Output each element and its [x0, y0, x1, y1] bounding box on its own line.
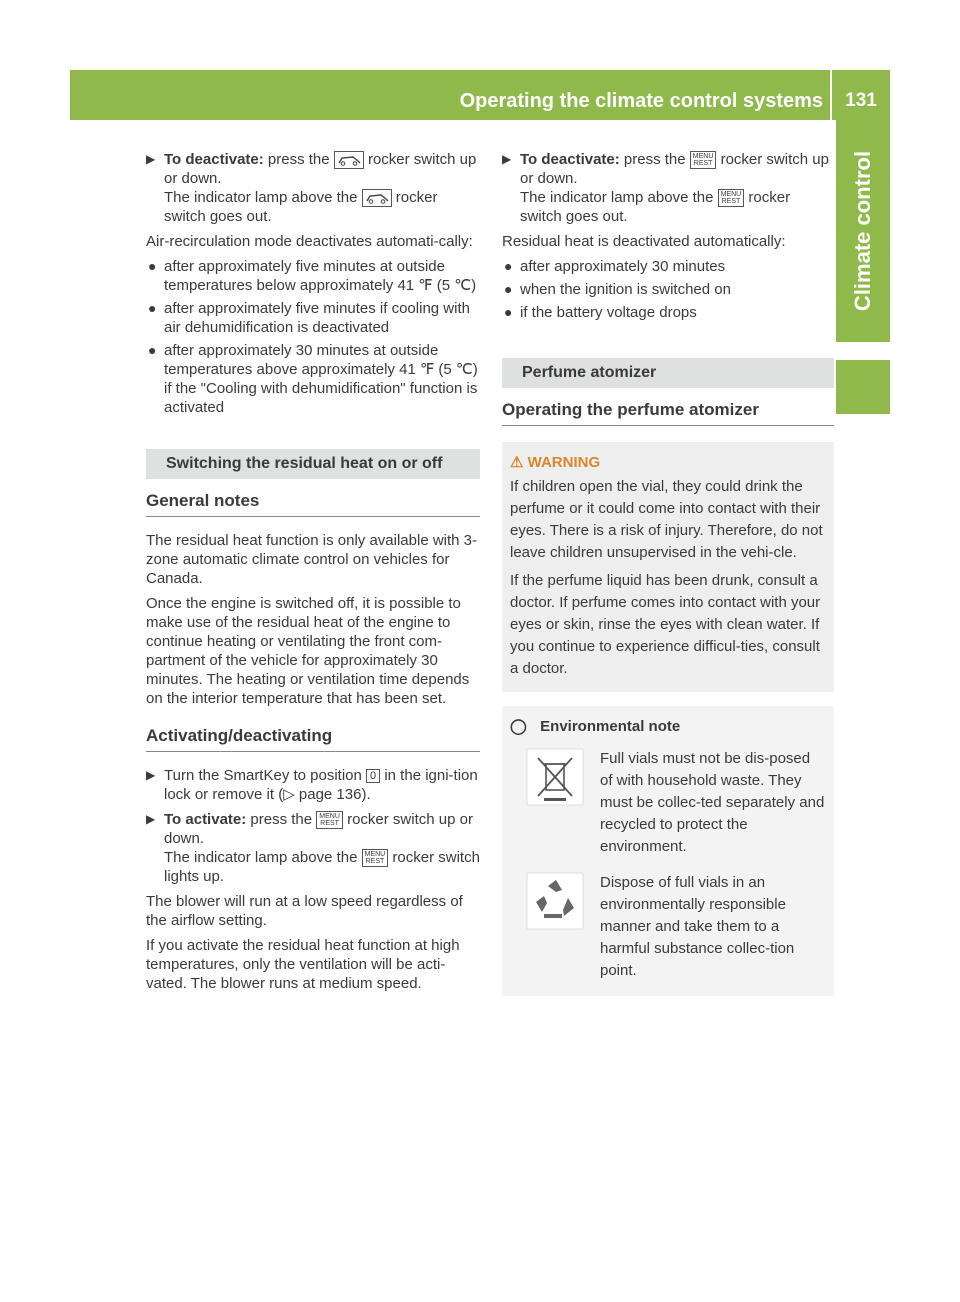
car-recirculation-icon [362, 189, 392, 207]
page-number: 131 [845, 90, 877, 111]
step-text: press the [250, 811, 313, 829]
subheading-activating: Activating/deactivating [146, 714, 480, 752]
page-title: Operating the climate control systems [459, 90, 823, 112]
warning-title: WARNING [527, 454, 601, 472]
step-arrow-icon: ▶ [502, 152, 512, 166]
step-text: rocker switch goes out. [164, 189, 438, 226]
key-position-icon: 0 [366, 769, 380, 783]
list-item-text: when the ignition is switched on [520, 281, 731, 299]
list-item-text: after approximately five minutes if cooling with air dehumidification is deactivated [164, 300, 470, 337]
menu-rest-icon [316, 811, 343, 829]
step-activate [146, 810, 480, 886]
env-text-2: Dispose of full vials in an environmentally responsible manner and take them to a harmful substance collec-tion point. [600, 874, 795, 980]
bullet-icon: ● [504, 304, 513, 321]
menu-rest-icon [718, 189, 745, 207]
step-text: The indicator lamp above the [520, 189, 714, 207]
high-temp-paragraph: If you activate the residual heat function at high temperatures, only the ventilation will be acti-vated. The blower runs at medium speed. [146, 937, 460, 993]
general-paragraph-1: The residual heat function is only available with 3-zone automatic climate control on vehicles for Canada. [146, 532, 478, 588]
bullet-icon: ● [504, 258, 513, 275]
subheading-general-notes: General notes [146, 479, 480, 517]
env-title: Environmental note [540, 718, 681, 736]
env-text-1: Full vials must not be dis-posed of with household waste. They must be collec-ted separately and recycled to protect the environment. [600, 750, 825, 856]
section-heading: Switching the residual heat on or off [146, 449, 480, 479]
menu-rest-icon [690, 151, 717, 169]
env-row-recycle [510, 872, 826, 982]
general-paragraph-2: Once the engine is switched off, it is possible to make use of the residual heat of the engine to continue heating or ventilating the front com-partment of the vehicle for approximately 30 minutes. The heating or ventilation time depends on the interior temperature that has been set. [146, 595, 470, 708]
step-text: rocker switch up or down. [164, 811, 473, 848]
subheading-operating: Operating the perfume atomizer [502, 388, 834, 426]
key-label: REST [721, 198, 741, 206]
side-marker [836, 360, 890, 414]
list-item [146, 257, 480, 295]
warning-paragraph-1: If children open the vial, they could drink the perfume or it could come into contact with their eyes. There is a risk of injury. Therefore, do not leave children unsupervised in the vehi-cle. [510, 478, 823, 562]
step-arrow-icon: ▶ [146, 152, 156, 166]
car-recirculation-icon [334, 151, 364, 169]
crossed-bin-icon [510, 748, 600, 858]
section-heading: Perfume atomizer [502, 358, 834, 388]
menu-rest-icon [362, 849, 389, 867]
list-item [146, 341, 480, 417]
list-item-text: after approximately 30 minutes at outside temperatures above approximately 41 ℉ (5 ℃) if the "Cooling with dehumidification" function is activated [164, 342, 478, 417]
list-item-text: after approximately 30 minutes [520, 258, 726, 276]
step-label: To deactivate: [520, 151, 620, 168]
list-item [502, 303, 834, 322]
list-item [502, 257, 834, 276]
step-text: in the igni-tion lock or remove it (▷ page 136). [164, 767, 478, 804]
list-item [502, 280, 834, 299]
key-label: REST [693, 160, 713, 168]
key-label: MENU [692, 153, 714, 161]
warning-heading [510, 452, 826, 474]
step-label: To activate: [164, 811, 247, 829]
residual-auto-text: Residual heat is deactivated automatically: [502, 233, 786, 251]
step-text: rocker switch goes out. [520, 189, 791, 226]
step-text: rocker switch up or down. [520, 151, 829, 188]
lightbulb-icon: ◯ [510, 718, 527, 736]
side-tab-label: Climate control [850, 150, 875, 312]
step-text: Turn the SmartKey to position [164, 767, 362, 785]
bullet-icon: ● [504, 281, 513, 298]
step-text: The indicator lamp above the [164, 849, 358, 867]
step-label: To deactivate: [164, 151, 264, 168]
step-text: press the [623, 151, 686, 168]
step-arrow-icon: ▶ [146, 812, 156, 827]
side-tab[interactable] [836, 120, 890, 342]
bullet-icon: ● [148, 258, 157, 275]
deactivate-step [502, 150, 834, 226]
step-text: The indicator lamp above the [164, 189, 358, 207]
list-item [146, 299, 480, 337]
recycle-icon [510, 872, 600, 982]
key-label: REST [365, 858, 385, 866]
airrecirc-text: Air-recirculation mode deactivates automati-cally: [146, 233, 473, 251]
bullet-icon: ● [148, 300, 157, 317]
step-text: press the [267, 151, 330, 168]
step-arrow-icon: ▶ [146, 768, 156, 783]
environmental-note-box [502, 706, 834, 996]
list-item-text: after approximately five minutes at outside temperatures below approximately 41 ℉ (5 ℃) [164, 258, 477, 295]
bullet-icon: ● [148, 342, 157, 359]
right-column [502, 150, 834, 996]
key-label: REST [320, 820, 339, 828]
airrecirc-list [146, 257, 480, 417]
step-turn-key [146, 766, 480, 804]
key-label: MENU [720, 191, 742, 199]
env-heading [510, 716, 826, 738]
list-item-text: if the battery voltage drops [520, 304, 697, 322]
key-label: MENU [364, 851, 386, 859]
deactivate-step [146, 150, 480, 226]
env-row-disposal [510, 748, 826, 858]
warning-triangle-icon: ⚠ [510, 454, 524, 472]
step-text: rocker switch lights up. [164, 849, 480, 886]
step-text: rocker switch up or down. [164, 151, 477, 188]
warning-box [502, 442, 834, 692]
residual-list [502, 257, 834, 322]
warning-paragraph-2: If the perfume liquid has been drunk, consult a doctor. If perfume comes into contact with your eyes or skin, rinse the eyes with clean water. If you continue to experience difficul-ties, consult a doctor. [510, 572, 821, 678]
blower-paragraph: The blower will run at a low speed regardless of the airflow setting. [146, 893, 463, 930]
key-label: MENU [319, 813, 340, 821]
left-column [146, 150, 480, 999]
